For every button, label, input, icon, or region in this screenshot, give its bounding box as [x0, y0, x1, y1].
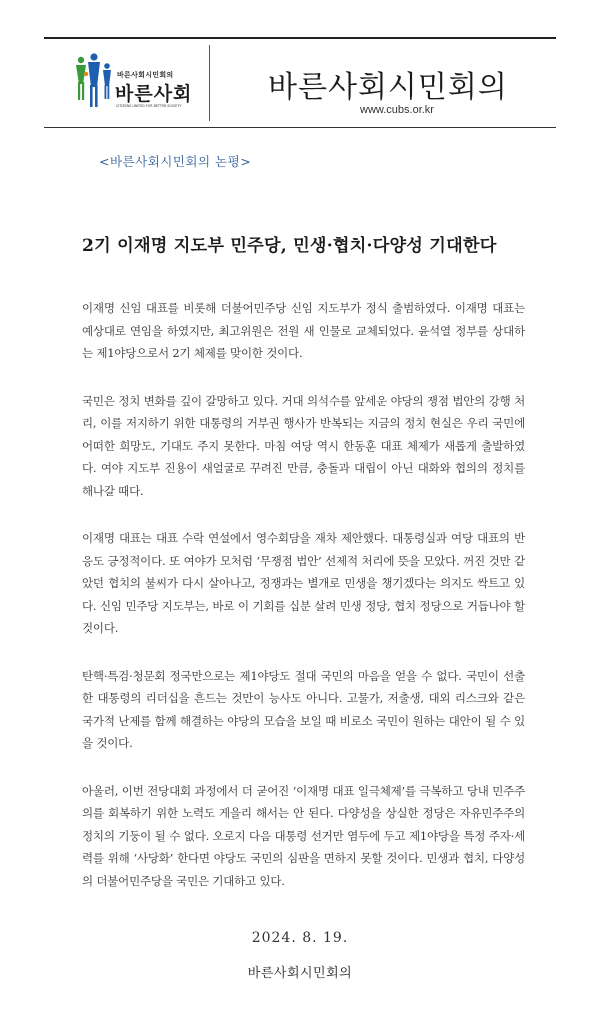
publish-date: 2024. 8. 19.: [251, 930, 349, 946]
paragraph-3: 이재명 대표는 대표 수락 연설에서 영수회담을 재차 제안했다. 대통령실과 여당 대표의 반응도 긍정적이다. 또 여야가 모처럼 ‘무쟁점 법안’ 선제적 처리에 뜻을 모았다. 꺼진 것만 같았던 협치의 불씨가 다시 살아나고, 정쟁과는 별개로 민생을 챙기겠다는 의지도 싹트고 있다. 신임 민주당 지도부는, 바로 이 기회를 십분 살려 민생 정당, 협치 정당으로 거듭나야 할 것이다.: [82, 531, 525, 635]
logo-main-text: 바른사회: [115, 83, 193, 105]
people-figures-icon: [72, 52, 114, 112]
header-bottom-rule: [44, 127, 556, 128]
logo-small-text: 바른사회시민회의: [117, 71, 174, 79]
logo-tagline: CITIZENS UNITED FOR BETTER SOCIETY: [116, 104, 182, 108]
paragraph-1: 이재명 신임 대표를 비롯해 더불어민주당 신임 지도부가 정식 출범하였다. 이재명 대표는 예상대로 연임을 하였지만, 최고위원은 전원 새 인물로 교체되었다. 윤석열 정부를 상대하는 제1야당으로서 2기 체제를 맞이한 것이다.: [82, 301, 525, 360]
org-website-link[interactable]: www.cubs.or.kr: [360, 104, 434, 116]
paragraph-5: 아울러, 이번 전당대회 과정에서 더 굳어진 ‘이재명 대표 일극체제’를 극복하고 당내 민주주의를 회복하기 위한 노력도 게을리 해서는 안 된다. 다양성을 상실한 정당은 자유민주주의 정치의 기둥이 될 수 없다. 오로지 다음 대통령 선거만 염두에 두고 제1야당을 특정 주자·세력를 위해 ‘사당화’ 한다면 야당도 국민의 심판을 면하지 못할 것이다. 민생과 협치, 다양성의 더불어민주당을 국민은 기대하고 있다.: [82, 783, 525, 888]
org-name-title: 바른사회시민회의: [268, 70, 508, 105]
page-title: 2기 이재명 지도부 민주당, 민생·협치·다양성 기대한다: [82, 236, 497, 256]
article-body: [82, 297, 525, 917]
org-logo: [72, 52, 202, 112]
signature: 바른사회시민회의: [247, 966, 353, 981]
paragraph-4: 탄핵·특검·청문회 정국만으로는 제1야당도 절대 국민의 마음을 얻을 수 없다. 국민이 선출한 대통령의 리더십을 흔드는 것만이 능사도 아니다. 고물가, 저출생, 대외 리스크와 같은 국가적 난제를 함께 해결하는 야당의 모습을 보일 때 비로소 국민이 원하는 대안이 될 수 있을 것이다.: [82, 668, 525, 750]
header-divider: [209, 45, 210, 121]
series-label: <바른사회시민회의 논평>: [99, 154, 252, 169]
header-top-rule: [44, 37, 556, 39]
paragraph-2: 국민은 정치 변화를 깊이 갈망하고 있다. 거대 의석수를 앞세운 야당의 쟁점 법안의 강행 처리, 이를 저지하기 위한 대통령의 거부권 행사가 반복되는 지금의 정치 현실은 우리 국민에 어떠한 희망도, 기대도 주지 못한다. 마침 여당 역시 한동훈 대표 체제가 새롭게 출발하였다. 여야 지도부 진용이 새얼굴로 꾸려진 만큼, 충돌과 대립이 아닌 대화와 협의의 정치를 해나갈 때다.: [82, 393, 525, 498]
